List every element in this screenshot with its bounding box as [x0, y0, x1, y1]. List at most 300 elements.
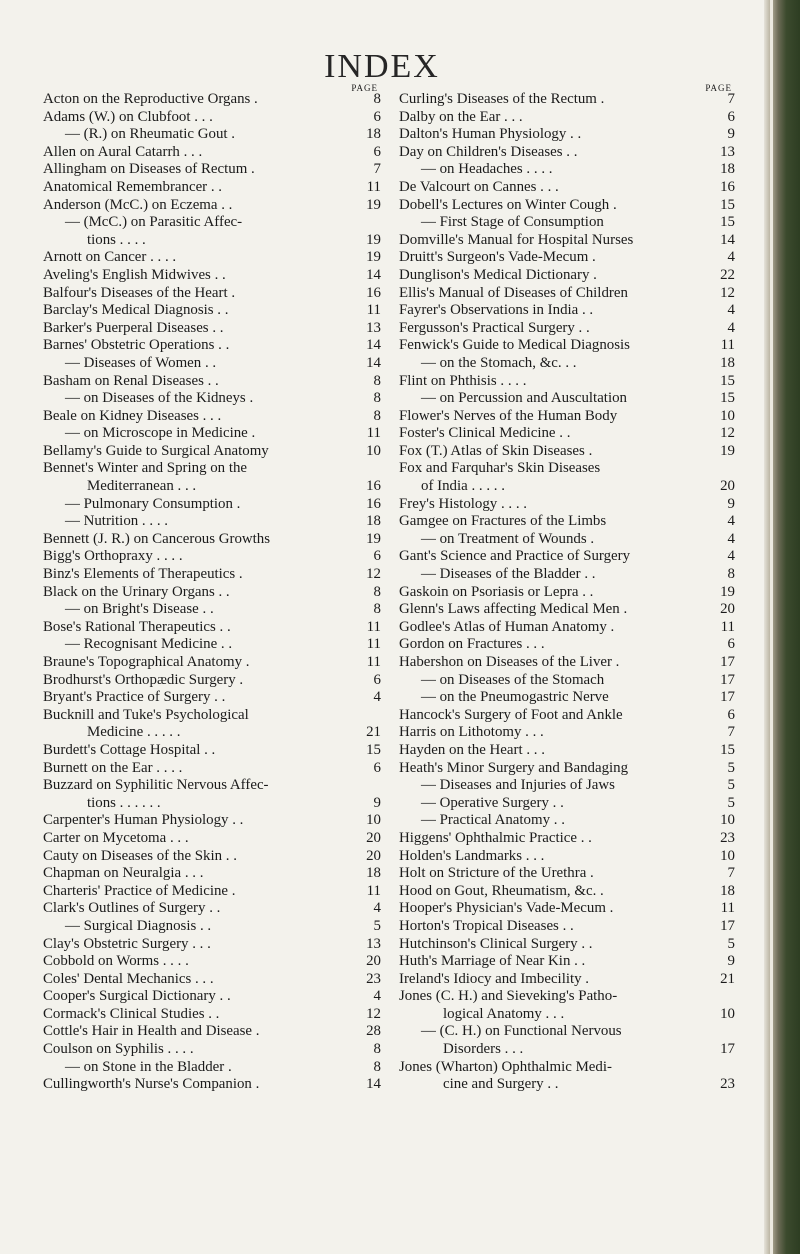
- entry-page-number: [357, 777, 381, 795]
- index-entry: [43, 936, 381, 954]
- entry-page-number: 20: [720, 601, 735, 618]
- index-entry: [43, 337, 381, 355]
- index-entry: [399, 355, 735, 373]
- entry-page-number: 15: [366, 741, 381, 758]
- index-entry: [43, 1006, 381, 1024]
- entry-list: [399, 91, 735, 1094]
- entry-title: Foster's Clinical Medicine . .: [399, 425, 571, 442]
- entry-page-number: 6: [373, 548, 381, 565]
- index-entry: [399, 1076, 735, 1094]
- index-entry: [43, 619, 381, 637]
- entry-title: Druitt's Surgeon's Vade-Mecum .: [399, 249, 596, 266]
- entry-page-number: 4: [727, 249, 735, 266]
- index-entry: [43, 918, 381, 936]
- entry-title: Anatomical Remembrancer . .: [43, 178, 223, 195]
- entry-page-number: 17: [720, 671, 735, 688]
- entry-title: Black on the Urinary Organs . .: [43, 583, 230, 600]
- index-entry: [43, 601, 381, 619]
- entry-page-number: 8: [727, 566, 735, 583]
- index-entry: [399, 513, 735, 531]
- entry-title: Gamgee on Fractures of the Limbs: [399, 513, 607, 530]
- index-entry: [399, 566, 735, 584]
- entry-title: — Diseases of the Bladder . .: [421, 566, 596, 583]
- entry-title: — on Bright's Disease . .: [65, 601, 214, 618]
- index-column-right: [399, 83, 735, 1094]
- entry-title: Dunglison's Medical Dictionary .: [399, 266, 597, 283]
- entry-page-number: 21: [366, 724, 381, 741]
- index-entry: [43, 373, 381, 391]
- entry-title: Day on Children's Diseases . .: [399, 143, 578, 160]
- entry-title: — Recognisant Medicine . .: [65, 636, 233, 653]
- index-entry: [43, 267, 381, 285]
- entry-title: Buzzard on Syphilitic Nervous Affec-: [43, 777, 269, 794]
- index-entry: [399, 988, 735, 1006]
- entry-page-number: 23: [720, 1076, 735, 1093]
- entry-title: Brodhurst's Orthopædic Surgery .: [43, 671, 244, 688]
- index-entry: [399, 865, 735, 883]
- index-entry: [399, 601, 735, 619]
- entry-title: Holt on Stricture of the Urethra .: [399, 865, 594, 882]
- entry-title: — on Diseases of the Stomach: [421, 671, 605, 688]
- index-entry: [43, 126, 381, 144]
- index-entry: [43, 496, 381, 514]
- entry-page-number: 10: [720, 407, 735, 424]
- entry-title: — Practical Anatomy . .: [421, 812, 565, 829]
- index-entry: [43, 900, 381, 918]
- index-entry: [399, 390, 735, 408]
- book-spine-edge: [764, 0, 800, 1254]
- entry-page-number: 15: [720, 741, 735, 758]
- entry-page-number: 15: [720, 390, 735, 407]
- index-entry: [399, 214, 735, 232]
- index-entry: [43, 91, 381, 109]
- entry-title: Anderson (McC.) on Eczema . .: [43, 196, 233, 213]
- index-entry: [399, 900, 735, 918]
- entry-page-number: 11: [366, 425, 381, 442]
- entry-title: Basham on Renal Diseases . .: [43, 372, 219, 389]
- entry-title: Binz's Elements of Therapeutics .: [43, 566, 243, 583]
- entry-title: Carter on Mycetoma . . .: [43, 829, 189, 846]
- entry-title: Ireland's Idiocy and Imbecility .: [399, 970, 589, 987]
- entry-page-number: 18: [366, 865, 381, 882]
- index-entry: [399, 232, 735, 250]
- index-entry: [399, 777, 735, 795]
- entry-page-number: 14: [366, 337, 381, 354]
- entry-page-number: 21: [720, 970, 735, 987]
- index-entry: [43, 285, 381, 303]
- entry-title: Gant's Science and Practice of Surgery: [399, 548, 631, 565]
- entry-title: — (C. H.) on Functional Nervous: [421, 1023, 622, 1040]
- entry-title: Cullingworth's Nurse's Companion .: [43, 1076, 260, 1093]
- entry-page-number: 12: [366, 566, 381, 583]
- entry-title: tions . . . . . .: [87, 794, 161, 811]
- index-entry: [399, 883, 735, 901]
- entry-title: Barker's Puerperal Diseases . .: [43, 319, 224, 336]
- index-entry: [43, 1059, 381, 1077]
- entry-page-number: 5: [727, 759, 735, 776]
- entry-page-number: 8: [373, 583, 381, 600]
- index-entry: [43, 302, 381, 320]
- page-column-heading: PAGE: [705, 83, 732, 93]
- entry-page-number: 4: [727, 513, 735, 530]
- entry-page-number: 19: [366, 196, 381, 213]
- entry-title: Carpenter's Human Physiology . .: [43, 812, 244, 829]
- index-entry: [399, 1023, 735, 1041]
- page-title: INDEX: [324, 48, 440, 85]
- index-entry: [43, 390, 381, 408]
- entry-title: Bennett (J. R.) on Cancerous Growths: [43, 530, 271, 547]
- entry-title: — (McC.) on Parasitic Affec-: [65, 214, 243, 231]
- entry-title: Gordon on Fractures . . .: [399, 636, 545, 653]
- entry-title: — Operative Surgery . .: [421, 794, 564, 811]
- entry-page-number: 13: [366, 319, 381, 336]
- index-entry: [43, 1041, 381, 1059]
- index-entry: [43, 355, 381, 373]
- index-entry: [43, 795, 381, 813]
- entry-page-number: [711, 460, 735, 478]
- index-entry: [43, 1076, 381, 1094]
- entry-title: Huth's Marriage of Near Kin . .: [399, 953, 586, 970]
- entry-title: Clay's Obstetric Surgery . . .: [43, 935, 211, 952]
- index-column-left: [43, 83, 381, 1094]
- index-entry: [399, 478, 735, 496]
- entry-page-number: 8: [373, 407, 381, 424]
- entry-page-number: 16: [366, 495, 381, 512]
- index-entry: [399, 548, 735, 566]
- entry-title: — First Stage of Consumption: [421, 214, 604, 231]
- index-entry: [43, 883, 381, 901]
- index-entry: [43, 777, 381, 795]
- entry-page-number: 4: [373, 988, 381, 1005]
- entry-page-number: 6: [373, 671, 381, 688]
- entry-page-number: 18: [720, 882, 735, 899]
- index-entry: [43, 953, 381, 971]
- entry-page-number: [357, 460, 381, 478]
- entry-title: Medicine . . . . .: [87, 724, 181, 741]
- entry-title: — Nutrition . . . .: [65, 513, 168, 530]
- entry-title: Charteris' Practice of Medicine .: [43, 882, 236, 899]
- entry-title: — Diseases of Women . .: [65, 354, 217, 371]
- entry-page-number: 18: [720, 354, 735, 371]
- entry-title: Cooper's Surgical Dictionary . .: [43, 988, 231, 1005]
- entry-list: [43, 91, 381, 1094]
- index-entry: [43, 689, 381, 707]
- index-entry: [43, 249, 381, 267]
- entry-title: Burnett on the Ear . . . .: [43, 759, 183, 776]
- entry-title: Gaskoin on Psoriasis or Lepra . .: [399, 583, 594, 600]
- entry-page-number: 11: [720, 618, 735, 635]
- entry-page-number: 4: [727, 530, 735, 547]
- entry-title: Cobbold on Worms . . . .: [43, 953, 189, 970]
- entry-title: Hood on Gout, Rheumatism, &c. .: [399, 882, 604, 899]
- entry-title: — Surgical Diagnosis . .: [65, 917, 212, 934]
- index-entry: [399, 584, 735, 602]
- entry-page-number: 17: [720, 917, 735, 934]
- entry-title: tions . . . .: [87, 231, 146, 248]
- entry-title: Dalby on the Ear . . .: [399, 108, 523, 125]
- entry-page-number: 7: [373, 161, 381, 178]
- entry-page-number: [711, 988, 735, 1006]
- index-entry: [399, 848, 735, 866]
- index-entry: [399, 689, 735, 707]
- index-entry: [43, 109, 381, 127]
- entry-page-number: 8: [373, 390, 381, 407]
- entry-title: Frey's Histology . . . .: [399, 495, 528, 512]
- entry-title: logical Anatomy . . .: [443, 1005, 565, 1022]
- entry-title: Holden's Landmarks . . .: [399, 847, 545, 864]
- entry-page-number: 13: [366, 935, 381, 952]
- entry-title: Allingham on Diseases of Rectum .: [43, 161, 255, 178]
- entry-page-number: 8: [373, 1058, 381, 1075]
- entry-title: Clark's Outlines of Surgery . .: [43, 900, 221, 917]
- entry-title: Flower's Nerves of the Human Body: [399, 407, 618, 424]
- entry-page-number: 10: [720, 812, 735, 829]
- entry-page-number: 5: [727, 794, 735, 811]
- entry-title: Cottle's Hair in Health and Disease .: [43, 1023, 260, 1040]
- entry-title: Bose's Rational Therapeutics . .: [43, 618, 231, 635]
- entry-title: Chapman on Neuralgia . . .: [43, 865, 204, 882]
- index-entry: [43, 460, 381, 478]
- entry-title: Disorders . . .: [443, 1041, 524, 1058]
- entry-title: Hutchinson's Clinical Surgery . .: [399, 935, 593, 952]
- index-entry: [43, 513, 381, 531]
- entry-page-number: 14: [366, 1076, 381, 1093]
- entry-page-number: 10: [366, 442, 381, 459]
- entry-title: — on the Pneumogastric Nerve: [421, 689, 609, 706]
- entry-page-number: 12: [366, 1005, 381, 1022]
- entry-page-number: 11: [366, 178, 381, 195]
- index-entry: [399, 795, 735, 813]
- entry-page-number: 28: [366, 1023, 381, 1040]
- entry-page-number: 8: [373, 91, 381, 107]
- entry-title: Bennet's Winter and Spring on the: [43, 460, 248, 477]
- entry-title: Dalton's Human Physiology . .: [399, 126, 582, 143]
- entry-page-number: 4: [727, 548, 735, 565]
- index-entry: [399, 408, 735, 426]
- entry-title: Coulson on Syphilis . . . .: [43, 1041, 194, 1058]
- entry-page-number: 11: [366, 636, 381, 653]
- index-entry: [43, 531, 381, 549]
- index-entry: [399, 742, 735, 760]
- index-entry: [43, 179, 381, 197]
- entry-page-number: 12: [720, 284, 735, 301]
- index-entry: [43, 478, 381, 496]
- index-entry: [43, 566, 381, 584]
- index-entry: [43, 848, 381, 866]
- entry-title: Adams (W.) on Clubfoot . . .: [43, 108, 213, 125]
- entry-title: Glenn's Laws affecting Medical Men .: [399, 601, 628, 618]
- entry-title: of India . . . . .: [421, 478, 505, 495]
- index-entry: [43, 971, 381, 989]
- index-entry: [399, 179, 735, 197]
- entry-page-number: 11: [366, 618, 381, 635]
- entry-page-number: 4: [373, 900, 381, 917]
- entry-title: cine and Surgery . .: [443, 1076, 559, 1093]
- entry-page-number: 5: [373, 917, 381, 934]
- index-entry: [43, 707, 381, 725]
- index-entry: [399, 918, 735, 936]
- entry-title: — on Treatment of Wounds .: [421, 530, 595, 547]
- index-entry: [399, 109, 735, 127]
- entry-page-number: 9: [727, 126, 735, 143]
- entry-page-number: 14: [366, 266, 381, 283]
- entry-page-number: 15: [720, 372, 735, 389]
- index-entry: [399, 197, 735, 215]
- entry-page-number: 6: [373, 759, 381, 776]
- entry-title: Fenwick's Guide to Medical Diagnosis: [399, 337, 630, 354]
- entry-page-number: 23: [720, 829, 735, 846]
- index-entry: [399, 425, 735, 443]
- entry-page-number: 16: [366, 478, 381, 495]
- index-entry: [43, 161, 381, 179]
- entry-title: Balfour's Diseases of the Heart .: [43, 284, 236, 301]
- entry-page-number: 18: [366, 126, 381, 143]
- entry-page-number: 13: [720, 143, 735, 160]
- index-entry: [43, 830, 381, 848]
- entry-page-number: 20: [366, 847, 381, 864]
- index-entry: [399, 830, 735, 848]
- index-entry: [399, 636, 735, 654]
- entry-title: Flint on Phthisis . . . .: [399, 372, 527, 389]
- entry-title: Fergusson's Practical Surgery . .: [399, 319, 590, 336]
- entry-title: — on Microscope in Medicine .: [65, 425, 256, 442]
- entry-title: Habershon on Diseases of the Liver .: [399, 654, 620, 670]
- entry-page-number: 11: [720, 337, 735, 354]
- index-entry: [399, 496, 735, 514]
- entry-page-number: 7: [727, 91, 735, 107]
- entry-title: — (R.) on Rheumatic Gout .: [65, 126, 235, 143]
- entry-page-number: [357, 214, 381, 232]
- index-entry: [43, 548, 381, 566]
- index-entry: [399, 672, 735, 690]
- entry-title: — on Diseases of the Kidneys .: [65, 390, 254, 407]
- entry-page-number: 11: [366, 302, 381, 319]
- entry-page-number: 20: [366, 953, 381, 970]
- index-entry: [399, 936, 735, 954]
- entry-title: Ellis's Manual of Diseases of Children: [399, 284, 628, 301]
- entry-page-number: [711, 1023, 735, 1041]
- index-entry: [399, 91, 735, 109]
- entry-title: — on Percussion and Auscultation: [421, 390, 627, 407]
- index-entry: [399, 760, 735, 778]
- index-entry: [43, 584, 381, 602]
- entry-page-number: 15: [720, 214, 735, 231]
- entry-page-number: 12: [720, 425, 735, 442]
- index-entry: [43, 425, 381, 443]
- entry-page-number: 6: [727, 108, 735, 125]
- index-entry: [399, 654, 735, 672]
- entry-page-number: 19: [720, 442, 735, 459]
- index-entry: [43, 988, 381, 1006]
- entry-title: Harris on Lithotomy . . .: [399, 724, 544, 741]
- index-entry: [43, 654, 381, 672]
- entry-page-number: 5: [727, 935, 735, 952]
- index-entry: [399, 619, 735, 637]
- entry-page-number: [711, 1059, 735, 1077]
- index-entry: [399, 1041, 735, 1059]
- entry-page-number: 11: [366, 882, 381, 899]
- entry-title: Allen on Aural Catarrh . . .: [43, 143, 203, 160]
- index-entry: [399, 249, 735, 267]
- index-entry: [43, 724, 381, 742]
- entry-title: Higgens' Ophthalmic Practice . .: [399, 829, 592, 846]
- entry-page-number: 20: [366, 829, 381, 846]
- index-entry: [399, 267, 735, 285]
- entry-title: — Diseases and Injuries of Jaws: [421, 777, 615, 794]
- index-entry: [43, 742, 381, 760]
- entry-title: Jones (C. H.) and Sieveking's Patho-: [399, 988, 618, 1005]
- entry-page-number: 14: [720, 231, 735, 248]
- index-entry: [399, 953, 735, 971]
- index-entry: [399, 812, 735, 830]
- entry-title: Hancock's Surgery of Foot and Ankle: [399, 706, 623, 723]
- entry-page-number: 6: [373, 108, 381, 125]
- index-entry: [399, 373, 735, 391]
- entry-page-number: 17: [720, 1041, 735, 1058]
- entry-page-number: 19: [720, 583, 735, 600]
- index-entry: [43, 197, 381, 215]
- entry-title: Godlee's Atlas of Human Anatomy .: [399, 618, 615, 635]
- entry-page-number: 19: [366, 249, 381, 266]
- entry-title: Coles' Dental Mechanics . . .: [43, 970, 214, 987]
- entry-page-number: 4: [727, 319, 735, 336]
- entry-title: Cormack's Clinical Studies . .: [43, 1005, 220, 1022]
- index-entry: [399, 320, 735, 338]
- entry-page-number: 8: [373, 1041, 381, 1058]
- index-entry: [399, 302, 735, 320]
- entry-page-number: 11: [366, 654, 381, 670]
- entry-page-number: 16: [720, 178, 735, 195]
- index-entry: [399, 460, 735, 478]
- entry-page-number: 4: [373, 689, 381, 706]
- index-entry: [399, 443, 735, 461]
- entry-page-number: 7: [727, 865, 735, 882]
- index-entry: [43, 443, 381, 461]
- entry-title: Hayden on the Heart . . .: [399, 741, 545, 758]
- index-entry: [43, 214, 381, 232]
- entry-title: Domville's Manual for Hospital Nurses: [399, 231, 634, 248]
- entry-page-number: 16: [366, 284, 381, 301]
- entry-page-number: 11: [720, 900, 735, 917]
- index-entry: [399, 337, 735, 355]
- page-column-heading: PAGE: [351, 83, 378, 93]
- entry-title: — on Headaches . . . .: [421, 161, 553, 178]
- index-entry: [43, 1023, 381, 1041]
- entry-title: Arnott on Cancer . . . .: [43, 249, 177, 266]
- index-entry: [43, 320, 381, 338]
- entry-title: Jones (Wharton) Ophthalmic Medi-: [399, 1058, 612, 1075]
- index-entry: [399, 126, 735, 144]
- entry-title: Hooper's Physician's Vade-Mecum .: [399, 900, 614, 917]
- entry-page-number: 5: [727, 777, 735, 794]
- index-entry: [399, 724, 735, 742]
- index-entry: [399, 1059, 735, 1077]
- index-entry: [399, 161, 735, 179]
- entry-page-number: 23: [366, 970, 381, 987]
- entry-title: — Pulmonary Consumption .: [65, 495, 241, 512]
- entry-page-number: 19: [366, 530, 381, 547]
- index-entry: [43, 760, 381, 778]
- entry-page-number: 17: [720, 654, 735, 670]
- index-entry: [43, 812, 381, 830]
- index-entry: [399, 144, 735, 162]
- entry-title: Braune's Topographical Anatomy .: [43, 654, 250, 670]
- entry-page-number: 9: [373, 794, 381, 811]
- entry-page-number: 9: [727, 495, 735, 512]
- entry-title: Heath's Minor Surgery and Bandaging: [399, 759, 629, 776]
- entry-page-number: 14: [366, 354, 381, 371]
- entry-page-number: 8: [373, 601, 381, 618]
